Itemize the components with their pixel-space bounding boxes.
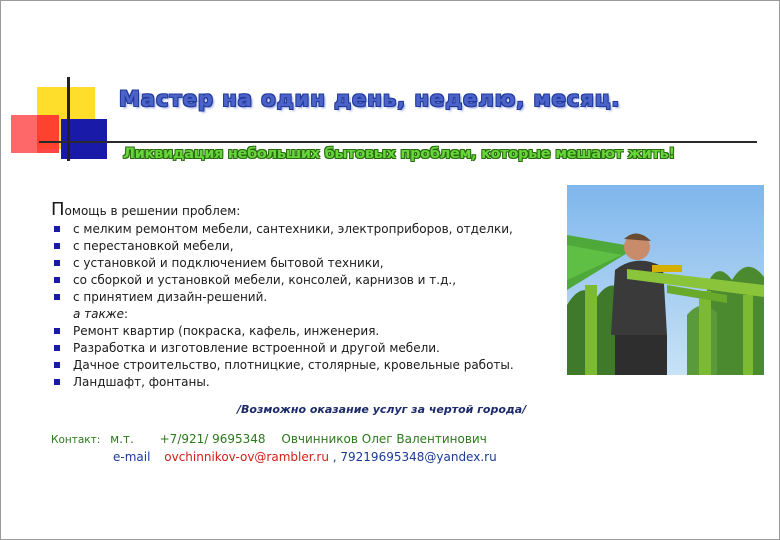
decor-pink-square xyxy=(11,115,37,153)
slide-title: Мастер на один день, неделю, месяц. xyxy=(119,87,621,111)
services-list-1 xyxy=(51,221,591,306)
intro-capital: П xyxy=(51,199,65,220)
phone-number[interactable]: +7/921/ 9695348 xyxy=(159,432,266,446)
list-item: с установкой и подключением бытовой техники, xyxy=(51,255,591,272)
email-link-rambler[interactable]: ovchinnikov-ov@rambler.ru xyxy=(164,450,329,464)
bullet-icon xyxy=(54,260,60,266)
email-link-yandex[interactable]: , 79219695348@yandex.ru xyxy=(332,450,497,464)
list-item: Ландшафт, фонтаны. xyxy=(51,374,591,391)
list-item: со сборкой и установкой мебели, консолей, карнизов и т.д., xyxy=(51,272,591,289)
bullet-icon xyxy=(54,277,60,283)
list-item: Дачное строительство, плотницкие, столярные, кровельные работы. xyxy=(51,357,591,374)
contact-label: Контакт: xyxy=(51,434,101,446)
bullet-icon xyxy=(54,294,60,300)
email-label: e-mail xyxy=(113,450,151,464)
phone-label: м.т. xyxy=(110,432,134,446)
bullet-icon xyxy=(54,379,60,385)
intro-text: омощь в решении проблем: xyxy=(64,204,241,218)
list-item: с мелким ремонтом мебели, сантехники, электроприборов, отделки, xyxy=(51,221,591,238)
slide-subtitle: Ликвидация небольших бытовых проблем, которые мешают жить! xyxy=(123,146,675,162)
bullet-icon xyxy=(54,328,60,334)
contact-phone-row xyxy=(51,432,487,446)
contact-email-row xyxy=(113,450,497,464)
list-item: Ремонт квартир (покраска, кафель, инженерия. xyxy=(51,323,591,340)
decor-vertical-line xyxy=(67,77,70,161)
services-list-2 xyxy=(51,323,591,391)
bullet-icon xyxy=(54,226,60,232)
bullet-icon xyxy=(54,243,60,249)
service-area-note: /Возможно оказание услуг за чертой города/ xyxy=(237,403,527,416)
contact-name: Овчинников Олег Валентинович xyxy=(281,432,487,446)
bullet-icon xyxy=(54,345,60,351)
services-text xyxy=(51,201,591,391)
list-item: с перестановкой мебели, xyxy=(51,238,591,255)
worker-photo xyxy=(567,185,764,375)
list-item: Разработка и изготовление встроенной и другой мебели. xyxy=(51,340,591,357)
decor-horizontal-line xyxy=(39,141,757,143)
also-label: а также: xyxy=(73,307,128,321)
intro-line xyxy=(51,201,591,220)
bullet-icon xyxy=(54,362,60,368)
list-item: с принятием дизайн-решений. xyxy=(51,289,591,306)
